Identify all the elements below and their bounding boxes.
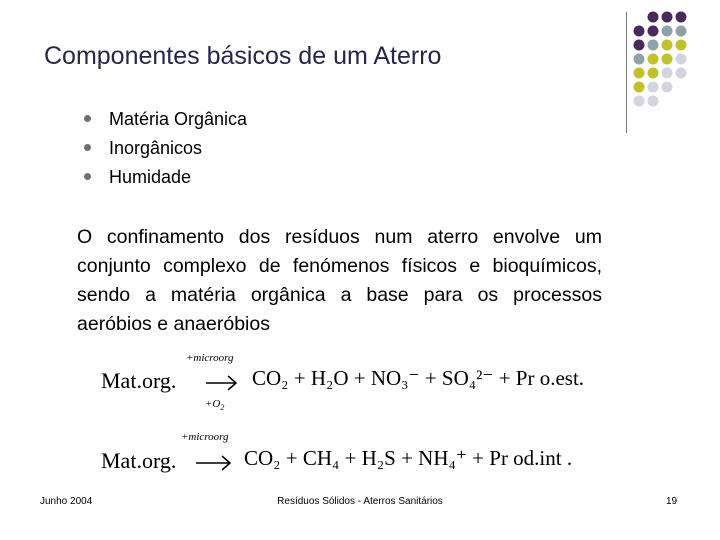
footer-page-number: 19 [666, 496, 678, 507]
decorative-dot [648, 96, 659, 107]
bullet-dot-icon [84, 173, 91, 180]
footer-course: Resíduos Sólidos - Aterros Sanitários [277, 496, 443, 507]
decorative-dot [634, 82, 645, 93]
slide-title: Componentes básicos de um Aterro [44, 42, 442, 70]
decorative-dot [634, 26, 645, 37]
bullet-dot-icon [84, 144, 91, 151]
decorative-dot [662, 54, 673, 65]
decorative-dot [662, 82, 673, 93]
decorative-dot [662, 68, 673, 79]
body-paragraph: O confinamento dos resíduos num aterro envolve um conjunto complexo de fenómenos físicos e bioquímicos, sendo a matéria orgânica a base para os processos aeróbios e anaeróbios [77, 226, 602, 335]
reaction2-reactant: Mat.org. [101, 448, 177, 473]
reaction1-below-arrow: $+O_2$ [205, 398, 225, 413]
bullet-dot-icon [84, 115, 91, 122]
bullet-label: Matéria Orgânica [109, 108, 248, 129]
decorative-dot [662, 40, 673, 51]
reaction1-products: CO₂ + H₂O + NO₃⁻ + SO₄²⁻ + Pr o.est. [252, 366, 585, 390]
bullet-item-materia-organica [84, 104, 247, 133]
decorative-dot [676, 26, 687, 37]
reaction1-reactant: Mat.org. [101, 368, 177, 393]
decorative-dot [634, 96, 645, 107]
decorative-dot [634, 54, 645, 65]
decorative-dot [648, 40, 659, 51]
decorative-dot [662, 12, 673, 23]
reaction2-arrow-icon [194, 452, 234, 474]
reaction2-above-arrow: +microorg [181, 431, 229, 443]
decorative-dot [634, 40, 645, 51]
bullet-label: Humidade [109, 166, 192, 187]
decorative-dot [648, 68, 659, 79]
bullet-item-inorganicos [84, 133, 247, 162]
reaction1-arrow-icon [204, 372, 240, 394]
bullet-label: Inorgânicos [109, 137, 203, 158]
decorative-dot [648, 26, 659, 37]
decorative-dot [676, 12, 687, 23]
decorative-dot [676, 68, 687, 79]
bullet-list [84, 104, 247, 191]
bullet-item-humidade [84, 162, 247, 191]
title-divider-line [626, 12, 627, 133]
decorative-dot [676, 40, 687, 51]
decorative-dot [648, 12, 659, 23]
decorative-dot [634, 68, 645, 79]
decorative-dot [648, 82, 659, 93]
footer-date: Junho 2004 [40, 496, 93, 507]
reaction1-above-arrow: +microorg [186, 352, 234, 364]
decorative-dot [676, 54, 687, 65]
reaction2-products: CO₂ + CH₄ + H₂S + NH₄⁺ + Pr od.int . [244, 446, 573, 470]
decorative-dot [648, 54, 659, 65]
decorative-dot [662, 26, 673, 37]
